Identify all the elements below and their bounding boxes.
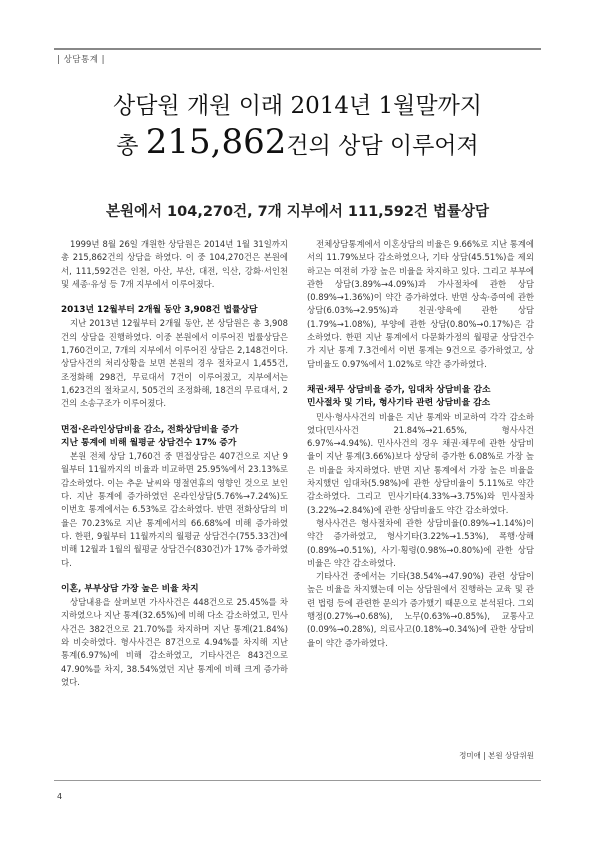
headline-prefix: 총 xyxy=(116,133,146,159)
section-heading: 지난 통계에 비해 월평균 상담건수 17% 증가 xyxy=(61,437,237,448)
body-paragraph: 지난 2013년 12월부터 2개월 동안, 본 상담원은 총 3,908건의 상담을 진행하였다. 이중 본원에서 이루어진 법률상담은 1,760건이고, 7개의 지부에서 이루어진 상담은 2,148건이다. 상담사건의 처리상황을 보면 본원의 경우 절차교시 1,455건, 조정화해 298건, 무료대서 7건이 이루어졌고, 지부에서는 1,623건의 절차교시, 505건의 조정화해, 18건의 무료대서, 2건의 소송구조가 이루어졌다. xyxy=(61,318,288,409)
headline-line-1: 상담원 개원 이래 2014년 1월말까지 xyxy=(112,93,483,119)
headline-suffix: 건의 상담 이루어져 xyxy=(286,133,479,159)
section-tag: | 상담통계 | xyxy=(57,55,105,65)
headline xyxy=(54,90,541,166)
right-column xyxy=(307,238,534,650)
footer-rule xyxy=(54,780,541,781)
headline-line-2 xyxy=(54,122,541,166)
section-heading: 면접·온라인상담비율 감소, 전화상담비율 증가 xyxy=(61,424,239,435)
intro-paragraph: 1999년 8월 26일 개원한 상담원은 2014년 1월 31일까지 총 215,862건의 상담을 하였다. 이 중 104,270건은 본원에서, 111,592건은 인천, 아산, 부산, 대전, 익산, 강화·서인천 및 세종·유성 등 7개 지부에서 이루어졌다. xyxy=(61,239,288,289)
author-credit: 정미애 | 본원 상담위원 xyxy=(459,751,534,760)
section-heading: 이혼, 부부상담 가장 높은 비율 차지 xyxy=(61,583,199,594)
body-paragraph: 기타사건 중에서는 기타(38.54%→47.90%) 관련 상담이 높은 비율을 차지했는데 이는 상담원에서 진행하는 교육 및 관련 법령 등에 관련한 문의가 증가했기 때문으로 분석된다. 그외 행정(0.27%→0.68%), 노무(0.63%→0.85%), 교통사고(0.09%→0.28%), 의료사고(0.18%→0.34%)에 관한 상담비율이 약간 증가하였다. xyxy=(307,571,534,648)
section-heading: 민사절차 및 기타, 형사기타 관련 상담비율 감소 xyxy=(307,398,491,409)
header-rule xyxy=(54,48,541,50)
body-paragraph: 상담내용을 살펴보면 가사사건은 448건으로 25.45%를 차지하였으나 지난 통계(32.65%)에 비해 다소 감소하였고, 민사사건은 382건으로 21.70%를 차지하며 지난 통계(21.84%)와 비슷하였다. 형사사건은 87건으로 4.94%를 차지해 지난 통계(6.97%)에 비해 감소하였고, 기타사건은 843건으로 47.90%를 차지, 38.54%였던 지난 통계에 비해 크게 증가하였다. xyxy=(61,597,288,687)
section-heading: 채권·채무 상담비율 증가, 임대차 상담비율 감소 xyxy=(307,384,491,395)
page-number: 4 xyxy=(57,792,63,801)
subtitle: 본원에서 104,270건, 7개 지부에서 111,592건 법률상담 xyxy=(105,204,490,220)
section-heading: 2013년 12월부터 2개월 동안 3,908건 법률상담 xyxy=(61,305,258,316)
body-paragraph: 본원 전체 상담 1,760건 중 면접상담은 407건으로 지난 9월부터 11월까지의 비율과 비교하면 25.95%에서 23.13%로 감소하였다. 이는 추운 날씨와 명절연휴의 영향인 것으로 보인다. 지난 통계에 증가하였던 온라인상담(5.76%→7.24%)도 이번호 통계에서는 6.53%로 감소하였다. 반면 전화상담의 비율은 70.23%로 지난 통계에서의 66.68%에 비해 증가하였다. 한편, 9월부터 11월까지의 월평균 상담건수(755.33건)에 비해 12월과 1월의 월평균 상담건수(830건)가 17% 증가하였다. xyxy=(61,451,288,568)
body-paragraph: 형사사건은 형사절차에 관한 상담비율(0.89%→1.14%)이 약간 증가하였고, 형사기타(3.22%→1.53%), 폭행·상해(0.89%→0.51%), 사기·횡령(0.98%→0.80%)에 관한 상담비율은 약간 감소하였다. xyxy=(307,517,534,568)
left-column xyxy=(61,238,288,689)
body-paragraph: 전체상담통계에서 이혼상담의 비율은 9.66%로 지난 통계에서의 11.79%보다 감소하였으나, 기타 상담(45.51%)을 제외하고는 여전히 가장 높은 비율을 차지하고 있다. 그리고 부부에 관한 상담(3.89%→4.09%)과 가사절차에 관한 상담(0.89%→1.36%)이 약간 증가하였다. 반면 상속·증여에 관한 상담(6.03%→2.95%)과 친권·양육에 관한 상담(1.79%→1.08%), 부양에 관한 상담(0.80%→0.17%)은 감소하였다. 한편 지난 통계에서 다문화가정의 월평균 상담건수가 지난 통계 7.3건에서 이번 통계는 9건으로 증가하였고, 상담비율도 0.97%에서 1.02%로 약간 증가하였다. xyxy=(307,239,534,369)
body-paragraph: 민사·형사사건의 비율은 지난 통계와 비교하여 각각 감소하였다(민사사건 21.84%→21.65%, 형사사건 6.97%→4.94%). 민사사건의 경우 채권·채무에 관한 상담비율이 지난 통계(3.66%)보다 상당히 증가한 6.08%로 가장 높은 비율을 차지하였다. 반면 지난 통계에서 가장 높은 비율을 차지했던 임대차(5.98%)에 관한 상담비율이 5.11%로 약간 감소하였다. 그리고 민사기타(4.33%→3.75%)와 민사절차(3.22%→2.84%)에 관한 상담비율도 약간 감소하였다. xyxy=(307,411,534,515)
headline-number: 215,862 xyxy=(145,122,287,162)
